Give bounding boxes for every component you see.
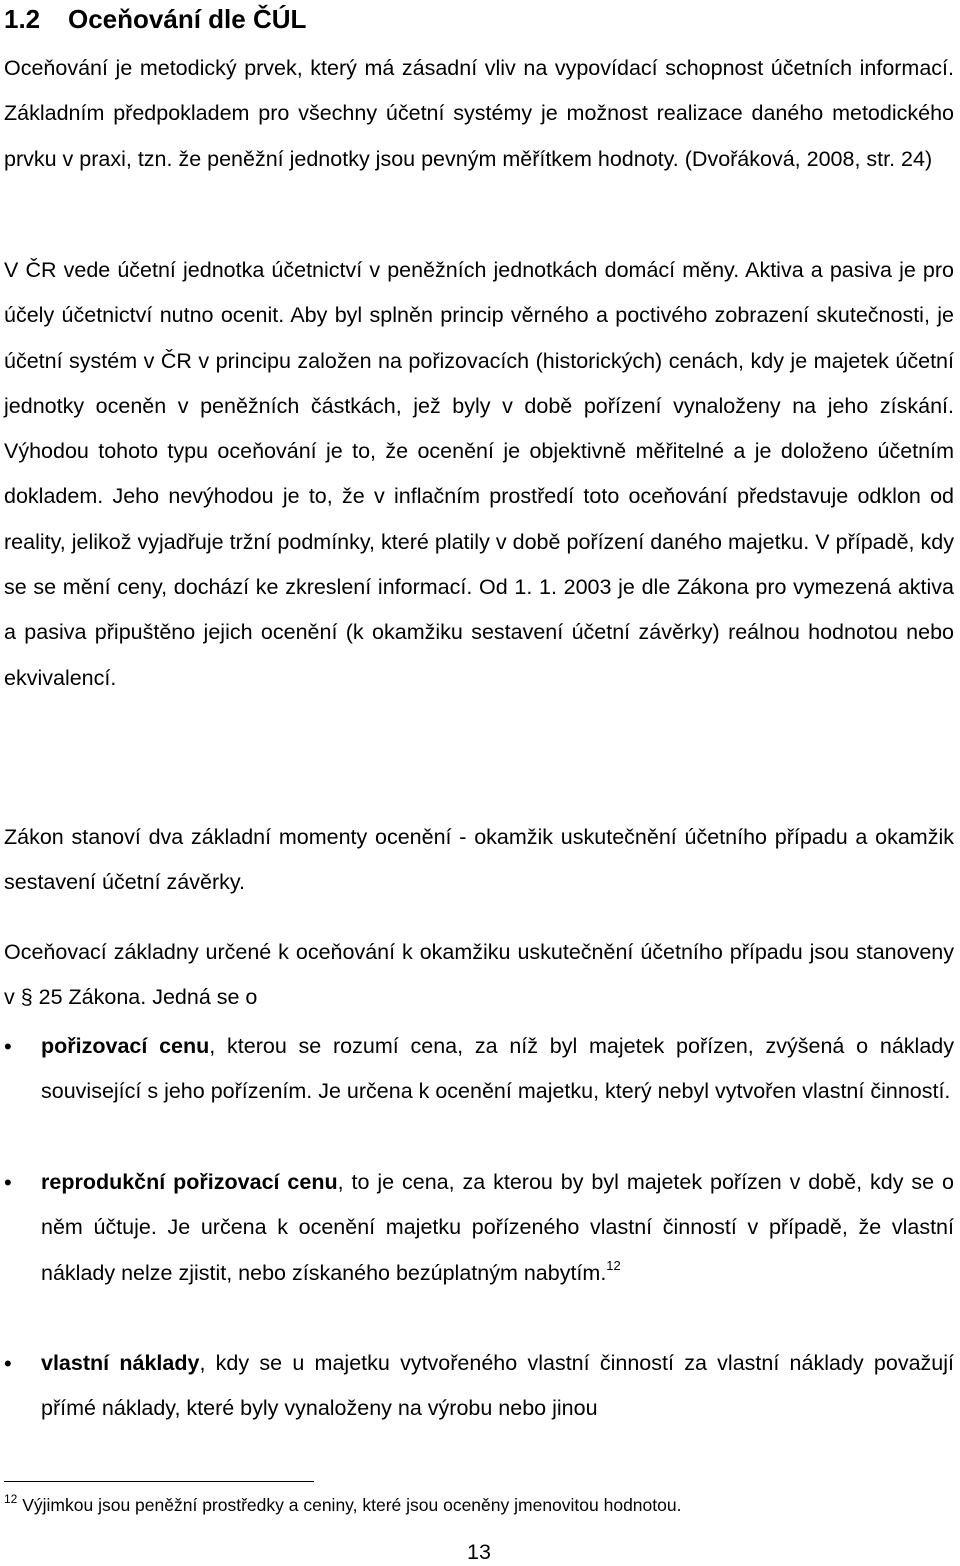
list-item xyxy=(4,1160,954,1296)
list-item-term: reprodukční pořizovací cenu xyxy=(41,1170,338,1194)
section-number: 1.2 xyxy=(4,4,41,34)
list-item-description: , kterou se rozumí cena, za níž byl majetek pořízen, zvýšená o náklady související s jeho pořízením. Je určena k ocenění majetku, který nebyl vytvořen vlastní činností. xyxy=(41,1034,954,1104)
bullet-icon: • xyxy=(4,1034,12,1059)
paragraph-3: Zákon stanoví dva základní momenty ocenění - okamžik uskutečnění účetního případu a okamžik sestavení účetní závěrky. xyxy=(4,825,954,895)
list-item-text xyxy=(41,1341,954,1432)
list-item xyxy=(4,1341,954,1432)
list-item-term: vlastní náklady xyxy=(41,1351,200,1375)
list-item-description: , to je cena, za kterou by byl majetek pořízen v době, kdy se o něm účtuje. Je určena k ocenění majetku pořízeného vlastní činností v případě, že vlastní náklady nelze zjistit, nebo získaného bezúplatným nabytím. xyxy=(41,1170,954,1285)
footnote-separator xyxy=(4,1481,314,1482)
paragraph-2: V ČR vede účetní jednotka účetnictví v peněžních jednotkách domácí měny. Aktiva a pasiva je pro účely účetnictví nutno ocenit. Aby byl splněn princip věrného a poctivého zobrazení skutečnosti, je účetní systém v ČR v principu založen na pořizovacích (historických) cenách, kdy je majetek účetní jednotky oceněn v peněžních částkách, jež byly v době pořízení vynaloženy na jeho získání. Výhodou tohoto typu oceňování je to, že ocenění je objektivně měřitelné a je doloženo účetním dokladem. Jeho nevýhodou je to, že v inflačním prostředí toto oceňování představuje odklon od reality, jelikož vyjadřuje tržní podmínky, které platily v době pořízení daného majetku. V případě, kdy se se mění ceny, dochází ke zkreslení informací. Od 1. 1. 2003 je dle Zákona pro vymezená aktiva a pasiva připuštěno jejich ocenění (k okamžiku sestavení účetní závěrky) reálnou hodnotou nebo ekvivalencí. xyxy=(4,258,954,690)
footnote-reference[interactable]: 12 xyxy=(606,1257,621,1273)
footnote-number: 12 xyxy=(4,1492,18,1506)
footnote xyxy=(4,1494,681,1516)
page-number: 13 xyxy=(467,1540,491,1564)
footnote-text: Výjimkou jsou peněžní prostředky a ceniny, které jsou oceněny jmenovitou hodnotou. xyxy=(22,1495,682,1515)
list-item-term: pořizovací cenu xyxy=(41,1034,210,1058)
bullet-icon: • xyxy=(4,1170,12,1195)
bullet-icon: • xyxy=(4,1351,12,1376)
list-item xyxy=(4,1024,954,1115)
section-heading xyxy=(4,4,306,34)
paragraph-1: Oceňování je metodický prvek, který má zásadní vliv na vypovídací schopnost účetních informací. Základním předpokladem pro všechny účetní systémy je možnost realizace daného metodického prvku v praxi, tzn. že peněžní jednotky jsou pevným měřítkem hodnoty. (Dvořáková, 2008, str. 24) xyxy=(4,56,954,171)
list-item-text xyxy=(41,1160,954,1296)
list-item-text xyxy=(41,1024,954,1115)
paragraph-4: Oceňovací základny určené k oceňování k okamžiku uskutečnění účetního případu jsou stanoveny v § 25 Zákona. Jedná se o xyxy=(4,940,954,1010)
list-item-description: , kdy se u majetku vytvořeného vlastní činností za vlastní náklady považují přímé náklady, které byly vynaloženy na výrobu nebo jinou xyxy=(41,1351,954,1421)
section-title: Oceňování dle ČÚL xyxy=(68,4,307,34)
